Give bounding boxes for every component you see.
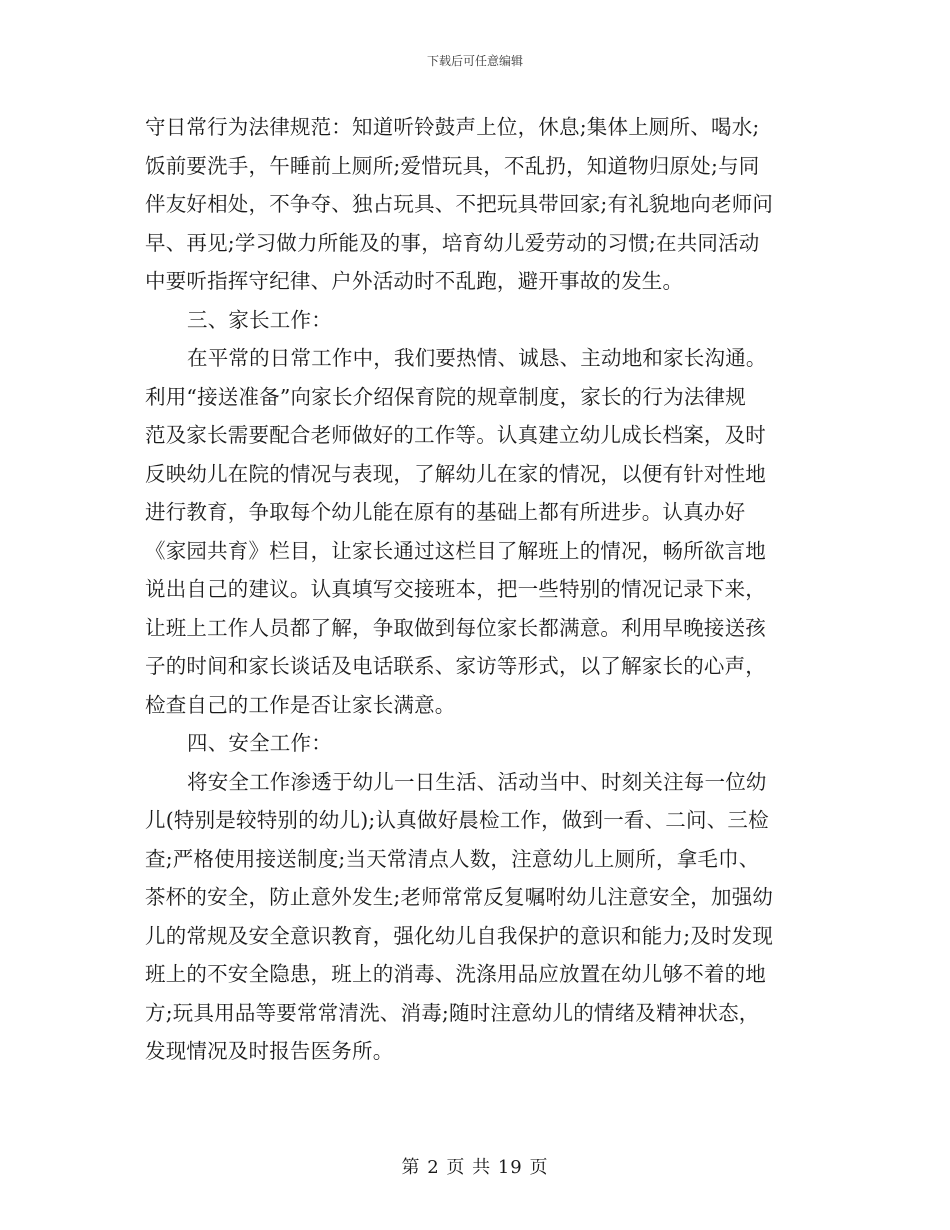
page-number: 第 2 页 共 19 页	[401, 1157, 549, 1178]
section-heading-safety: 四、安全工作：	[187, 731, 332, 755]
text-line: 方;玩具用品等要常常清洗、消毒;随时注意幼儿的情绪及精神状态，	[145, 1000, 760, 1025]
text-line: 早、再见;学习做力所能及的事，培育幼儿爱劳动的习惯;在共同活动	[145, 230, 760, 255]
text-line: 在平常的日常工作中，我们要热情、诚恳、主动地和家长沟通。	[187, 346, 767, 370]
text-line: 儿(特别是较特别的幼儿);认真做好晨检工作，做到一看、二问、三检	[145, 808, 769, 832]
text-line: 饭前要洗手，午睡前上厕所;爱惜玩具，不乱扔，知道物归原处;与同	[145, 153, 760, 178]
text-line: 中要听指挥守纪律、户外活动时不乱跑，避开事故的发生。	[145, 269, 684, 293]
text-line: 子的时间和家长谈话及电话联系、家访等形式，以了解家长的心声，	[145, 654, 766, 678]
text-line: 班上的不安全隐患，班上的消毒、洗涤用品应放置在幼儿够不着的地	[145, 962, 766, 986]
text-line: 查;严格使用接送制度;当天常清点人数，注意幼儿上厕所，拿毛巾、	[145, 846, 760, 871]
page-header-note: 下载后可任意编辑	[426, 54, 523, 68]
section-heading-parents: 三、家长工作：	[187, 307, 332, 332]
text-line: 范及家长需要配合老师做好的工作等。认真建立幼儿成长档案，及时	[145, 423, 766, 447]
text-line: 《家园共育》栏目，让家长通过这栏目了解班上的情况，畅所欲言地	[145, 538, 766, 563]
text-line: 进行教育，争取每个幼儿能在原有的基础上都有所进步。认真办好	[145, 500, 746, 524]
text-line: 伴友好相处，不争夺、独占玩具、不把玩具带回家;有礼貌地向老师问	[145, 192, 774, 216]
text-line: 守日常行为法律规范：知道听铃鼓声上位，休息;集体上厕所、喝水;	[145, 115, 760, 139]
text-line: 将安全工作渗透于幼儿一日生活、活动当中、时刻关注每一位幼	[187, 769, 767, 794]
document-body	[145, 108, 810, 1071]
text-line: 儿的常规及安全意识教育，强化幼儿自我保护的意识和能力;及时发现	[145, 923, 774, 948]
text-line: 茶杯的安全，防止意外发生;老师常常反复嘱咐幼儿注意安全，加强幼	[145, 885, 774, 909]
text-line: 发现情况及时报告医务所。	[145, 1039, 394, 1063]
text-line: 反映幼儿在院的情况与表现，了解幼儿在家的情况，以便有针对性地	[145, 461, 766, 486]
text-line: 利用“接送准备”向家长介绍保育院的规章制度，家长的行为法律规	[145, 384, 746, 409]
text-line: 让班上工作人员都了解，争取做到每位家长都满意。利用早晚接送孩	[145, 615, 766, 640]
text-line: 检查自己的工作是否让家长满意。	[145, 692, 456, 717]
text-line: 说出自己的建议。认真填写交接班本，把一些特别的情况记录下来，	[145, 577, 766, 601]
